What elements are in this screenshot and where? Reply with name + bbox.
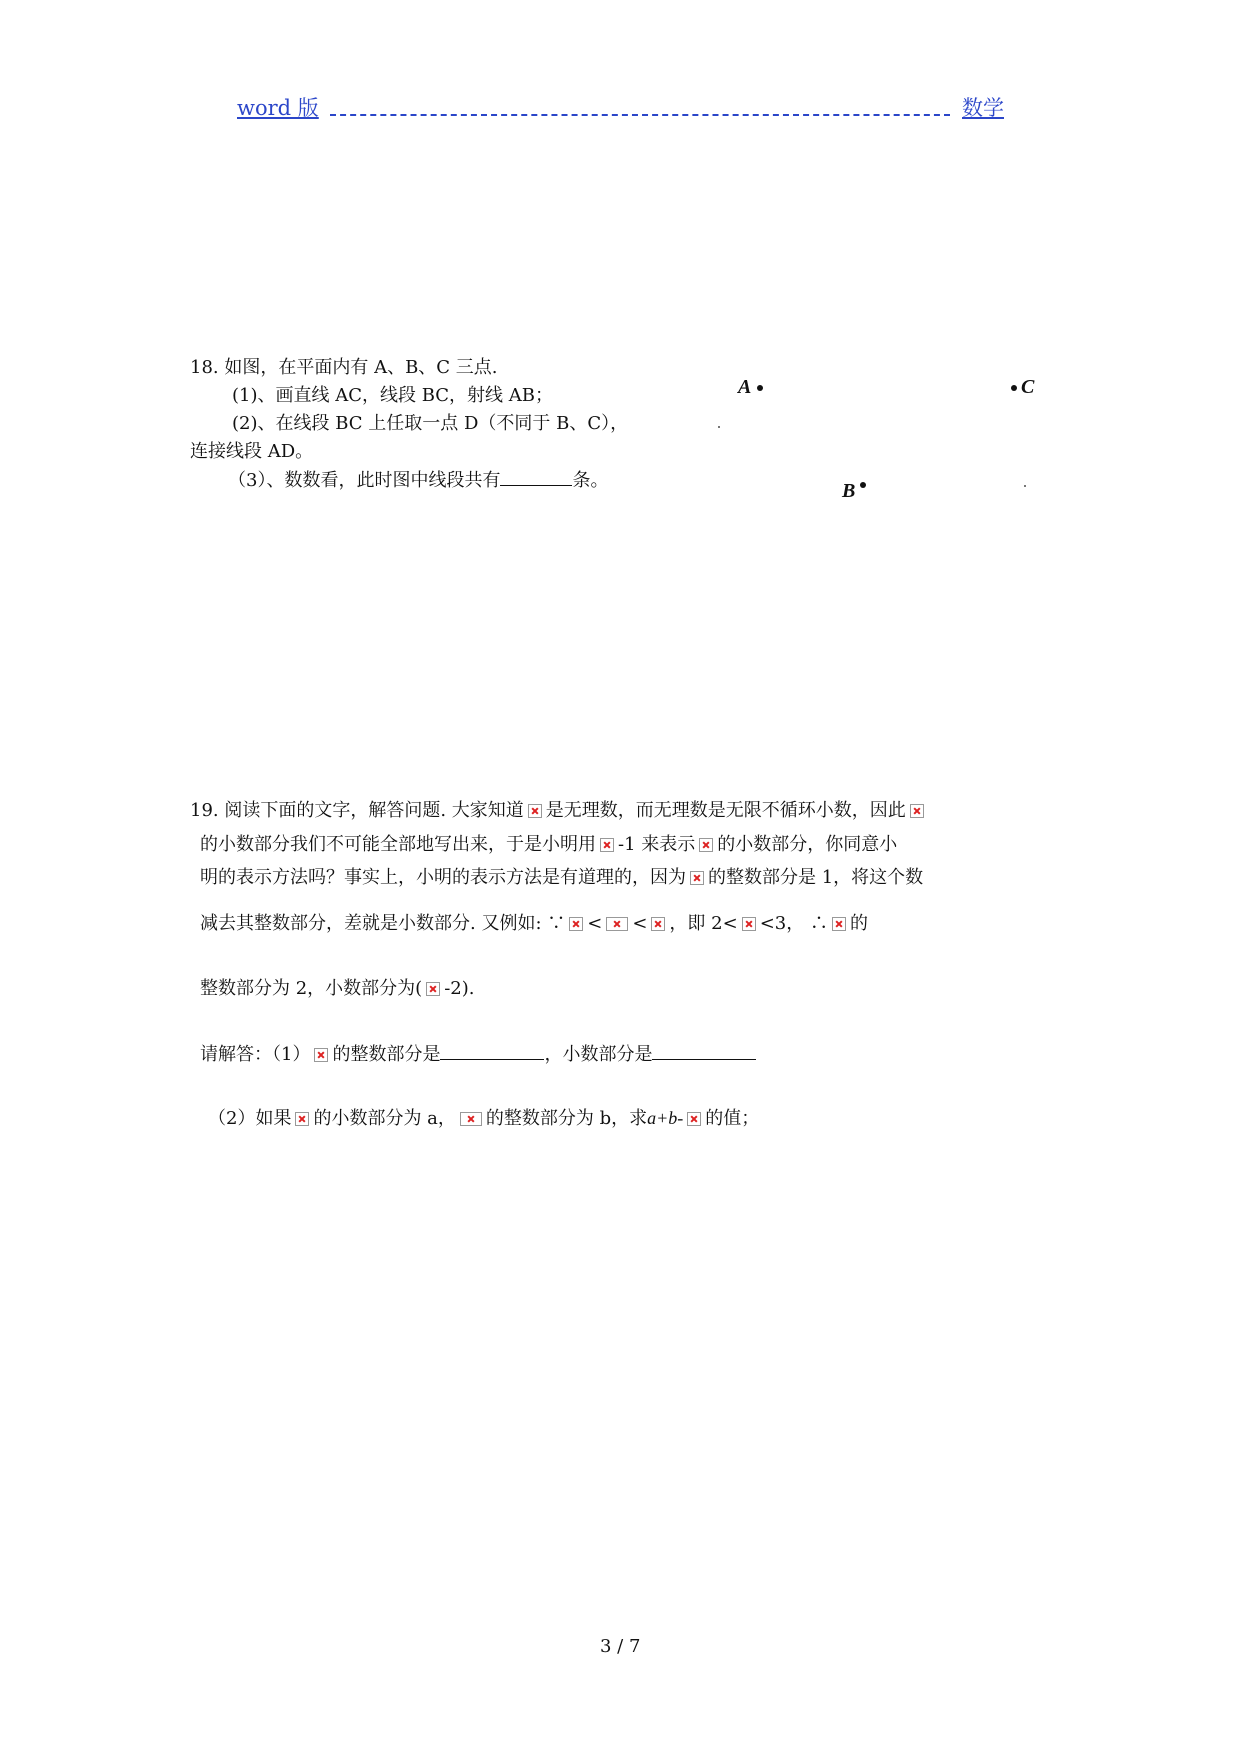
page-number: 3 / 7 xyxy=(600,1636,641,1657)
q18-line1: 18. 如图，在平面内有 A、B、C 三点. xyxy=(190,357,498,378)
q18-line4: 连接线段 AD。 xyxy=(190,441,314,462)
q19-line3 xyxy=(200,867,923,889)
q19-l4-f: 的 xyxy=(849,913,868,934)
header-left-label: word 版 xyxy=(237,96,319,120)
q19-l1-a: 19. 阅读下面的文字，解答问题. 大家知道 xyxy=(190,800,524,821)
q18-line5-prefix: （3）、数数看，此时图中线段共有 xyxy=(228,470,501,491)
point-b-dot xyxy=(860,482,866,488)
q19-l4-e: <3， ∴ xyxy=(759,913,828,934)
broken-image-icon xyxy=(651,917,665,931)
q19-l4-c: < xyxy=(632,913,648,934)
q19-l4-b: < xyxy=(587,913,603,934)
q19-l3-a: 明的表示方法吗？事实上，小明的表示方法是有道理的，因为 xyxy=(200,867,686,888)
q19-l1-b: 是无理数，而无理数是无限不循环小数，因此 xyxy=(545,800,906,821)
q19-l2-b: -1 来表示 xyxy=(618,834,696,855)
q19-answer-blank-integer xyxy=(440,1043,544,1060)
q19-l6-c: ，小数部分是 xyxy=(544,1044,653,1065)
broken-image-icon xyxy=(742,917,756,931)
point-c-label: C xyxy=(1021,376,1035,398)
q19-answer-blank-decimal xyxy=(652,1043,756,1060)
q19-expression: a+b- xyxy=(647,1108,684,1128)
q19-l2-c: 的小数部分，你同意小 xyxy=(717,834,898,855)
broken-image-icon xyxy=(460,1112,482,1126)
q19-l4-a: 减去其整数部分，差就是小数部分. 又例如: ∵ xyxy=(200,913,566,934)
q19-l7-d: 的值； xyxy=(705,1108,760,1129)
broken-image-icon xyxy=(295,1112,309,1126)
q19-l3-b: 的整数部分是 1，将这个数 xyxy=(708,867,924,888)
point-b-label: B xyxy=(842,480,856,502)
q19-l7-c: 的整数部分为 b，求 xyxy=(485,1108,648,1129)
q18-line3: (2)、在线段 BC 上任取一点 D（不同于 B、C）， xyxy=(232,413,629,434)
broken-image-icon xyxy=(314,1048,328,1062)
point-c-dot xyxy=(1011,385,1017,391)
q19-line4 xyxy=(200,913,868,935)
broken-image-icon xyxy=(690,871,704,885)
q19-line2 xyxy=(200,834,897,856)
q19-l7-b: 的小数部分为 a， xyxy=(313,1108,456,1129)
header-dashed-rule xyxy=(330,114,950,116)
figure-speck xyxy=(718,426,720,428)
broken-image-icon xyxy=(569,917,583,931)
broken-image-icon xyxy=(832,917,846,931)
figure-speck xyxy=(1024,485,1026,487)
q19-l7-a: （2）如果 xyxy=(208,1108,292,1129)
q19-l5-b: -2). xyxy=(444,978,475,999)
broken-image-icon xyxy=(687,1112,701,1126)
q19-line1 xyxy=(190,800,928,822)
header-right-label: 数学 xyxy=(962,96,1004,120)
q19-line5 xyxy=(200,978,474,1000)
q19-line6 xyxy=(200,1043,756,1066)
q18-answer-blank xyxy=(500,469,572,486)
q19-l6-a: 请解答：（1） xyxy=(200,1044,311,1065)
broken-image-icon xyxy=(910,804,924,818)
q18-line5-suffix: 条。 xyxy=(572,470,609,491)
point-a-label: A xyxy=(738,376,752,398)
q19-l2-a: 的小数部分我们不可能全部地写出来，于是小明用 xyxy=(200,834,596,855)
q19-l4-d: ，即 2< xyxy=(669,913,738,934)
broken-image-icon xyxy=(606,917,628,931)
broken-image-icon xyxy=(528,804,542,818)
broken-image-icon xyxy=(600,838,614,852)
q19-line7 xyxy=(208,1108,759,1130)
broken-image-icon xyxy=(426,982,440,996)
q18-line5 xyxy=(228,469,608,492)
q19-l6-b: 的整数部分是 xyxy=(332,1044,441,1065)
point-a-dot xyxy=(757,385,763,391)
q18-line2: (1)、画直线 AC，线段 BC，射线 AB； xyxy=(232,385,553,406)
q19-l5-a: 整数部分为 2，小数部分为( xyxy=(200,978,423,999)
broken-image-icon xyxy=(699,838,713,852)
